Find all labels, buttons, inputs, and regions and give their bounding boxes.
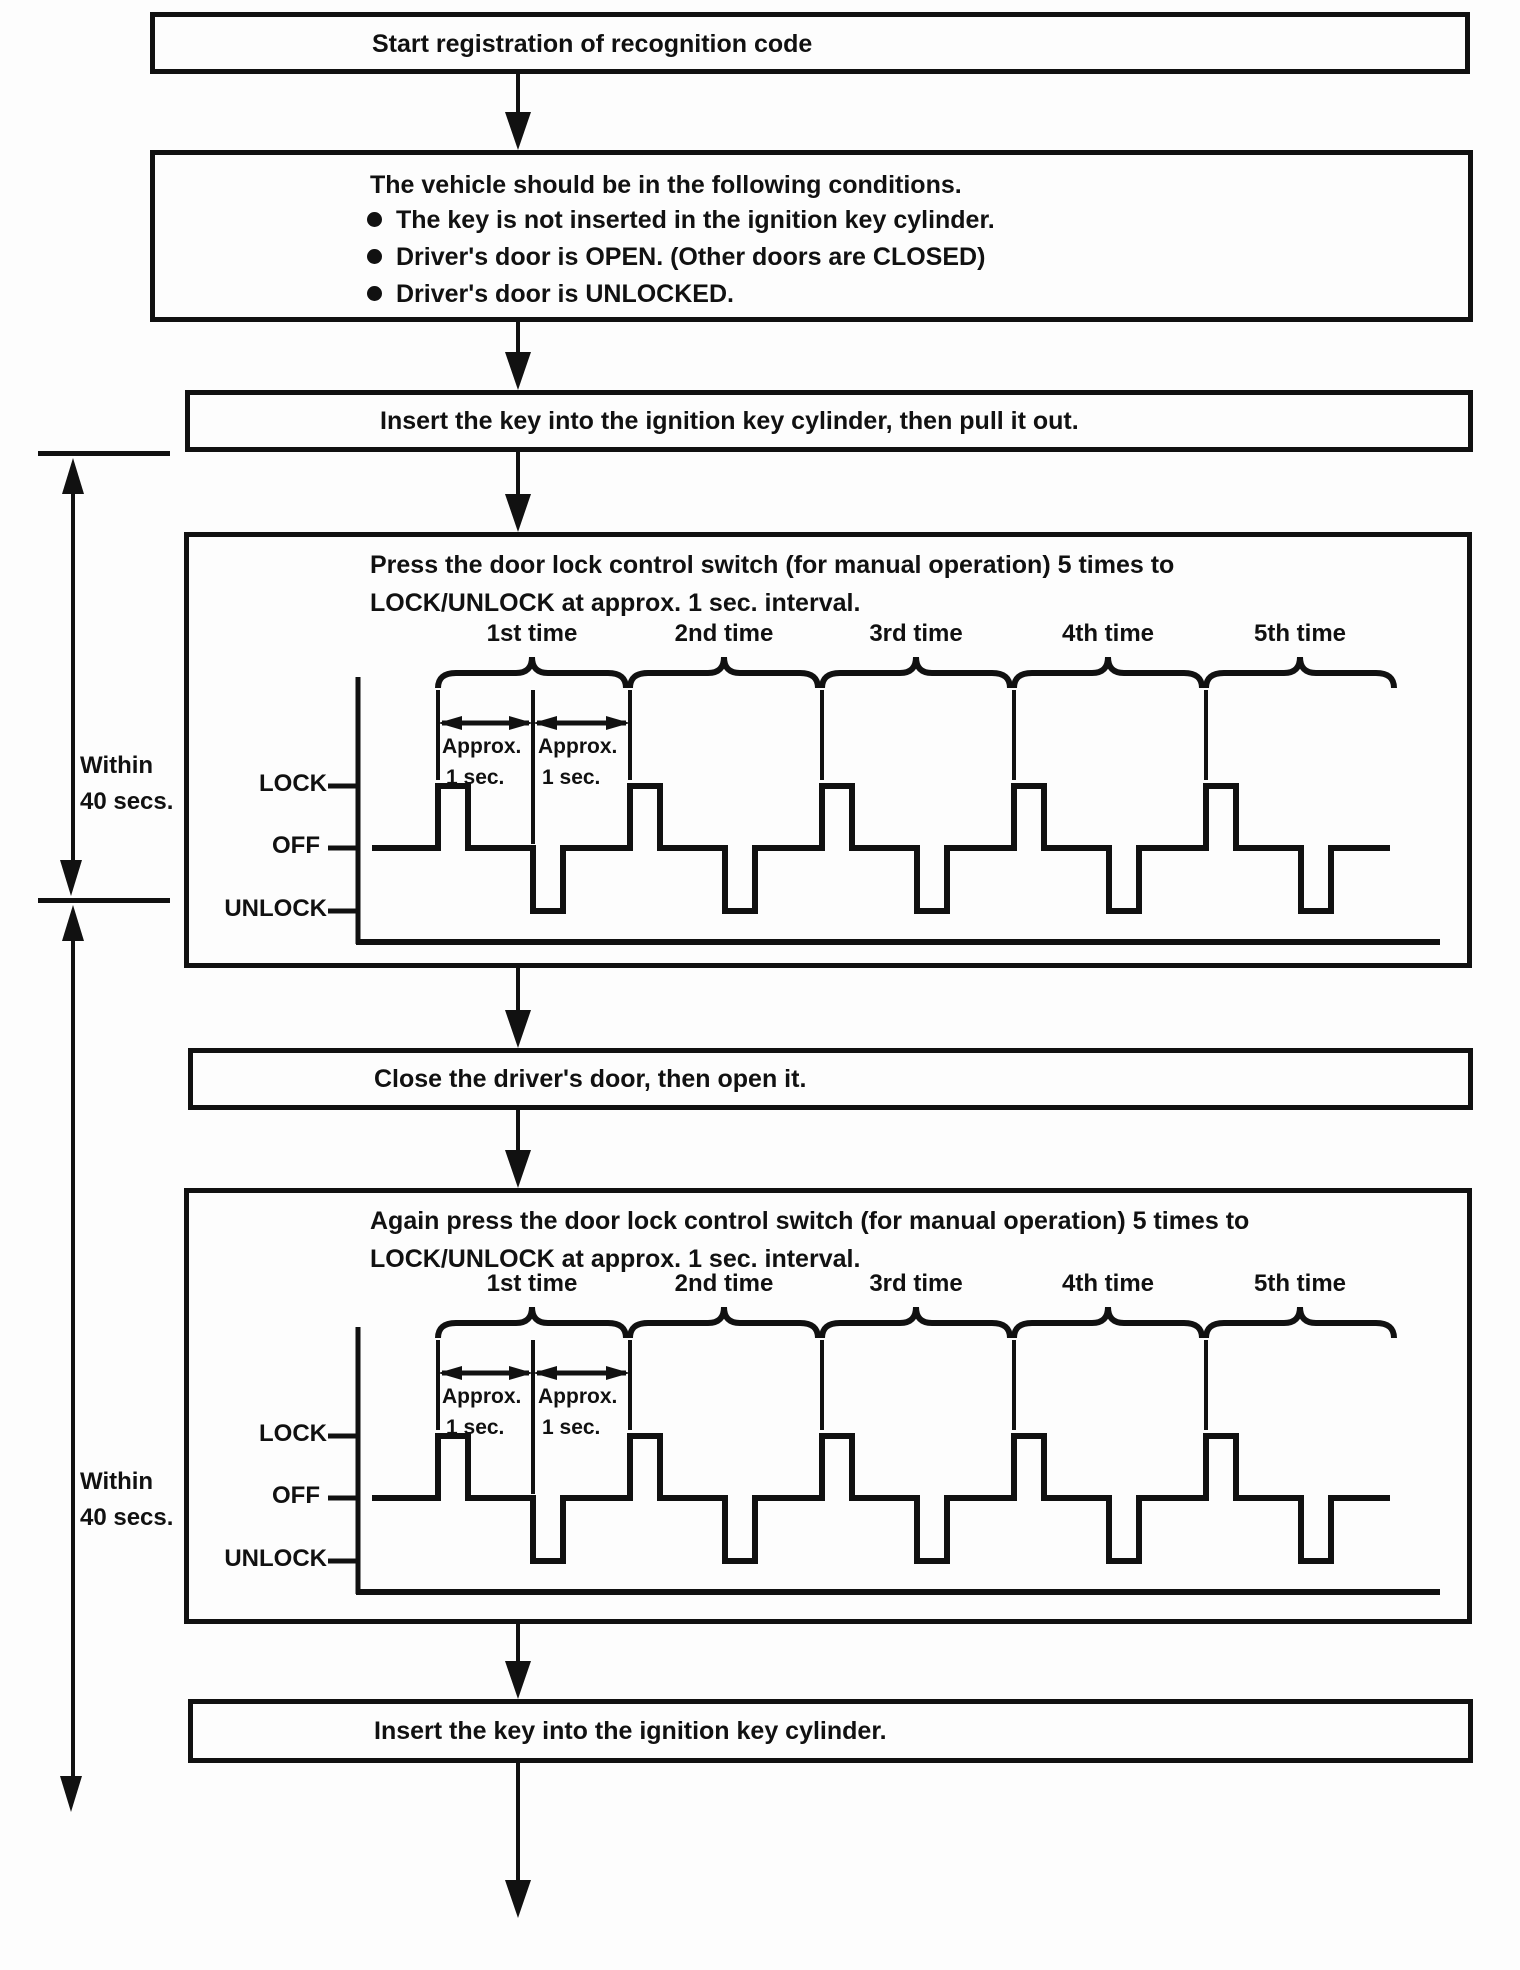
- close-open-label: Close the driver's door, then open it.: [374, 1065, 807, 1093]
- down-arrow-icon: [505, 1010, 531, 1048]
- arrow-line: [516, 74, 520, 116]
- flow-step-insert-key: [188, 1699, 1473, 1763]
- time-label-1st: 1st time: [486, 620, 578, 647]
- insert-pull-label: Insert the key into the ignition key cylinder, then pull it out.: [380, 407, 1079, 435]
- down-arrow-icon: [505, 1150, 531, 1188]
- time-label-2nd: 2nd time: [674, 1270, 774, 1297]
- down-arrow-icon: [60, 1776, 82, 1812]
- flow-step-insert-pull: [185, 390, 1473, 452]
- flow-step-start: [150, 12, 1470, 74]
- span-line: [71, 470, 75, 862]
- bullet-icon: [367, 249, 382, 264]
- one-sec-label: 1 sec.: [446, 766, 505, 789]
- down-arrow-icon: [505, 112, 531, 150]
- span-top-tick: [38, 898, 170, 903]
- condition-item: [367, 279, 734, 309]
- again5-line1: Again press the door lock control switch (for manual operation) 5 times to: [370, 1207, 1250, 1235]
- conditions-intro: The vehicle should be in the following conditions.: [370, 171, 962, 199]
- arrow-line: [516, 1624, 520, 1666]
- flow-step-conditions: [150, 150, 1473, 322]
- one-sec-label: 1 sec.: [446, 1416, 505, 1439]
- condition-item: [367, 205, 995, 235]
- arrow-line: [516, 968, 520, 1014]
- down-arrow-icon: [60, 860, 82, 896]
- condition-text: Driver's door is UNLOCKED.: [396, 280, 734, 308]
- span-line: [71, 917, 75, 1777]
- down-arrow-icon: [505, 352, 531, 390]
- approx-label: Approx.: [538, 1385, 618, 1408]
- condition-item: [367, 242, 985, 272]
- bullet-icon: [367, 212, 382, 227]
- time-label-5th: 5th time: [1253, 1270, 1346, 1297]
- arrow-line: [516, 452, 520, 498]
- condition-text: The key is not inserted in the ignition key cylinder.: [396, 206, 995, 234]
- step-start-label: Start registration of recognition code: [372, 30, 813, 58]
- time-label-4th: 4th time: [1061, 620, 1154, 647]
- bullet-icon: [367, 286, 382, 301]
- one-sec-label: 1 sec.: [542, 766, 601, 789]
- press5-line1: Press the door lock control switch (for manual operation) 5 times to: [370, 551, 1175, 579]
- lock-level-label: LOCK: [259, 770, 327, 797]
- forty-secs-label: 40 secs.: [80, 788, 174, 815]
- within-label: Within: [80, 752, 154, 779]
- unlock-level-label: UNLOCK: [224, 1545, 327, 1572]
- span-top-tick: [38, 451, 170, 456]
- down-arrow-icon: [505, 1661, 531, 1699]
- time-label-2nd: 2nd time: [674, 620, 774, 647]
- again5-line2: LOCK/UNLOCK at approx. 1 sec. interval.: [370, 1245, 861, 1273]
- down-arrow-icon: [505, 1880, 531, 1918]
- time-label-5th: 5th time: [1253, 620, 1346, 647]
- unlock-level-label: UNLOCK: [224, 895, 327, 922]
- flow-step-press-5-times: [184, 532, 1472, 968]
- within-label: Within: [80, 1468, 154, 1495]
- flow-step-close-open-door: [188, 1048, 1473, 1110]
- approx-label: Approx.: [442, 1385, 522, 1408]
- approx-label: Approx.: [442, 735, 522, 758]
- time-label-4th: 4th time: [1061, 1270, 1154, 1297]
- lock-level-label: LOCK: [259, 1420, 327, 1447]
- insert-key-label: Insert the key into the ignition key cylinder.: [374, 1717, 887, 1745]
- forty-secs-label: 40 secs.: [80, 1504, 174, 1531]
- approx-label: Approx.: [538, 735, 618, 758]
- time-label-3rd: 3rd time: [869, 620, 963, 647]
- off-level-label: OFF: [272, 1482, 320, 1509]
- press5-line2: LOCK/UNLOCK at approx. 1 sec. interval.: [370, 589, 861, 617]
- flow-step-again-press-5-times: [184, 1188, 1472, 1624]
- arrow-line: [516, 1763, 520, 1885]
- time-label-1st: 1st time: [486, 1270, 578, 1297]
- one-sec-label: 1 sec.: [542, 1416, 601, 1439]
- down-arrow-icon: [505, 494, 531, 532]
- time-label-3rd: 3rd time: [869, 1270, 963, 1297]
- off-level-label: OFF: [272, 832, 320, 859]
- arrow-line: [516, 1110, 520, 1154]
- condition-text: Driver's door is OPEN. (Other doors are CLOSED): [396, 243, 986, 271]
- arrow-line: [516, 322, 520, 356]
